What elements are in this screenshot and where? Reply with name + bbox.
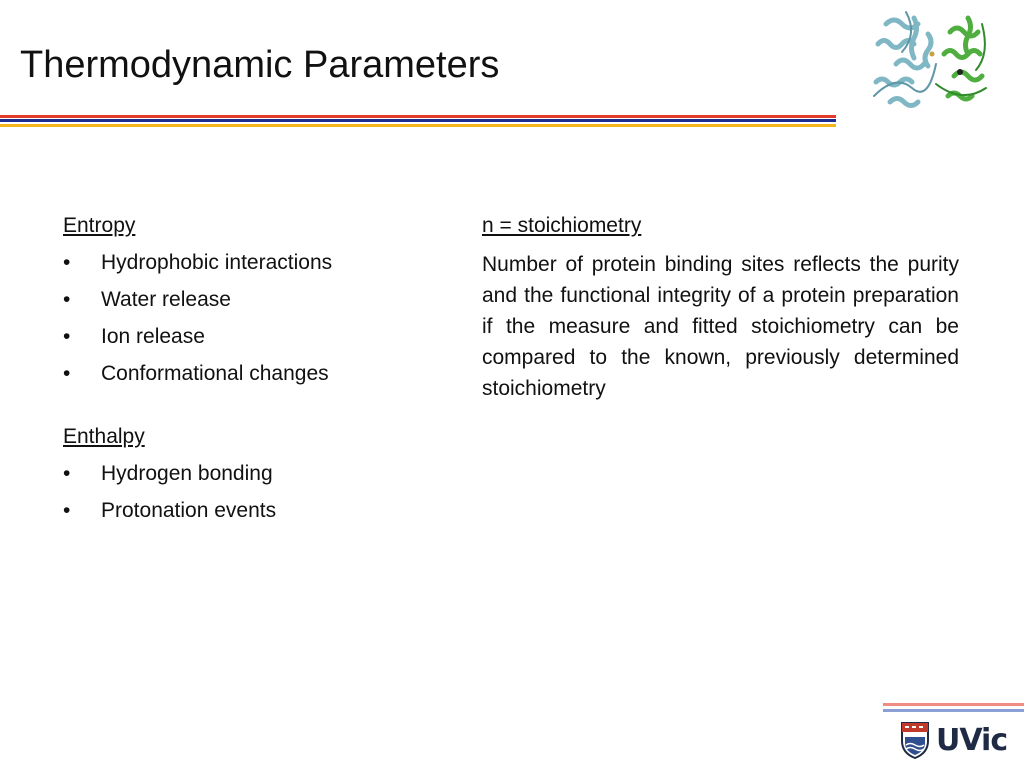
left-column	[63, 212, 443, 534]
bullet-glyph: •	[63, 325, 71, 348]
uvic-logo-text: UVic	[936, 722, 1008, 758]
list-item-label: Water release	[101, 288, 231, 311]
bullet-glyph: •	[63, 499, 71, 522]
list-item	[63, 323, 443, 351]
protein-structure-image	[866, 4, 996, 120]
bullet-glyph: •	[63, 462, 71, 485]
header-rule-blue	[0, 119, 836, 122]
stoichiometry-heading: n = stoichiometry	[482, 214, 642, 237]
slide-title: Thermodynamic Parameters	[20, 44, 500, 86]
list-item	[63, 497, 443, 525]
right-column	[482, 212, 959, 404]
list-item-label: Conformational changes	[101, 362, 329, 385]
list-item-label: Hydrophobic interactions	[101, 251, 333, 274]
footer-rule-red	[883, 703, 1024, 706]
list-item-label: Ion release	[101, 325, 205, 348]
list-item	[63, 360, 443, 388]
bullet-glyph: •	[63, 362, 71, 385]
entropy-heading: Entropy	[63, 214, 136, 237]
uvic-shield-icon	[900, 721, 930, 759]
list-item	[63, 286, 443, 314]
bullet-glyph: •	[63, 251, 71, 274]
footer-rule-blue	[883, 709, 1024, 712]
header-rule-gold	[0, 124, 836, 127]
uvic-logo	[900, 718, 1020, 762]
stoichiometry-paragraph: Number of protein binding sites reflects the purity and the functional integrity of a protein preparation if the measure and fitted stoichiometry can be compared to the known, previously determined stoichiometry	[482, 253, 959, 400]
list-item	[63, 460, 443, 488]
header-rule-red	[0, 115, 836, 118]
list-item-label: Hydrogen bonding	[101, 462, 273, 485]
enthalpy-heading: Enthalpy	[63, 425, 145, 448]
list-item	[63, 249, 443, 277]
bullet-glyph: •	[63, 288, 71, 311]
list-item-label: Protonation events	[101, 499, 277, 522]
